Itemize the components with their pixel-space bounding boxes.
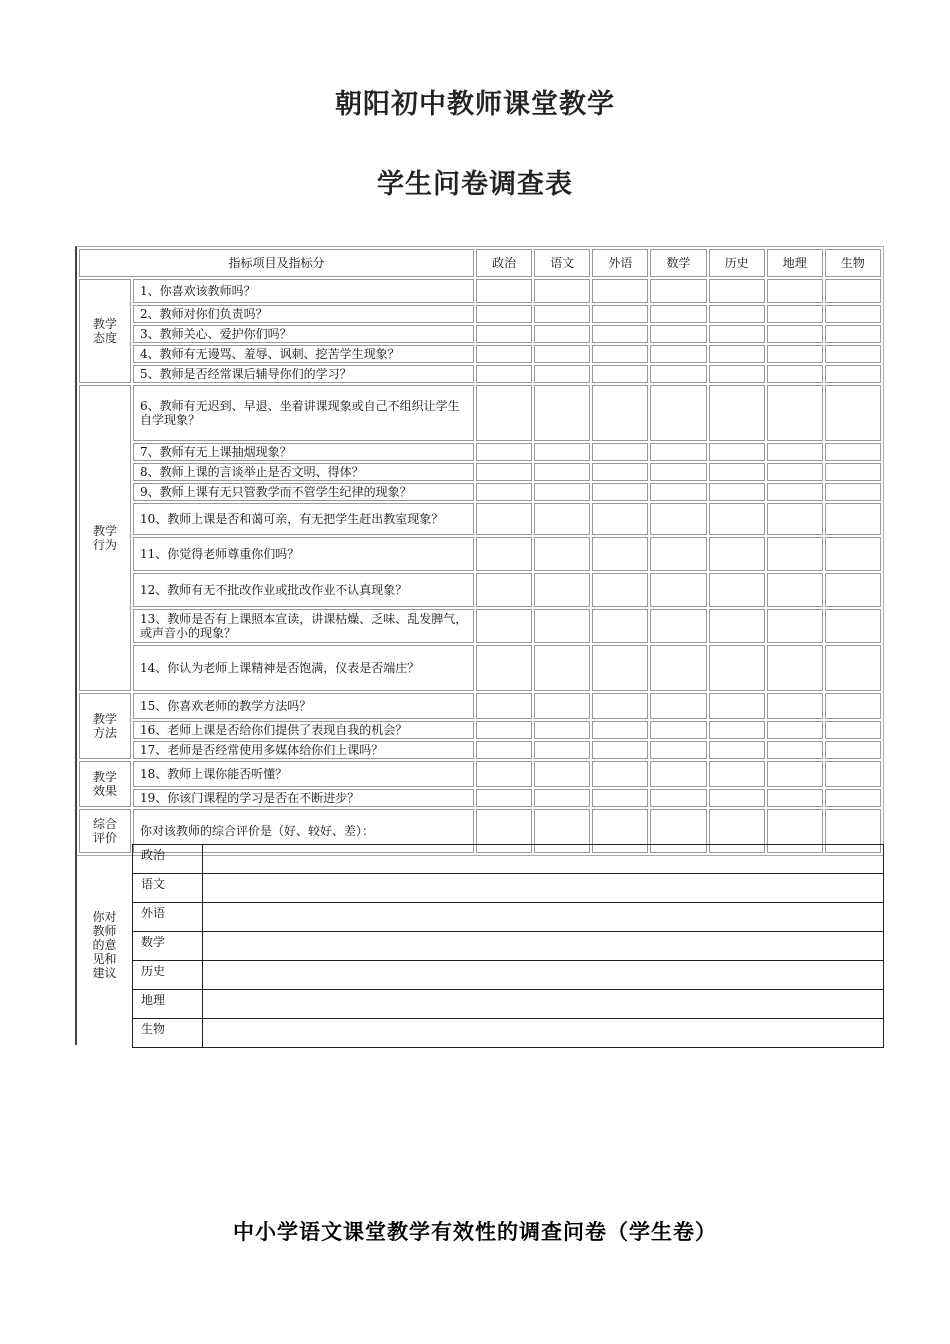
answer-cell[interactable] [825, 693, 881, 719]
answer-cell[interactable] [476, 573, 532, 607]
answer-cell[interactable] [767, 365, 823, 383]
answer-cell[interactable] [650, 761, 706, 787]
question-row [79, 325, 881, 343]
answer-cell[interactable] [709, 443, 765, 461]
answer-cell[interactable] [592, 721, 648, 739]
answer-cell[interactable] [650, 365, 706, 383]
answer-cell[interactable] [709, 385, 765, 441]
answer-cell[interactable] [650, 789, 706, 807]
answer-cell[interactable] [825, 345, 881, 363]
question-row [79, 345, 881, 363]
answer-cell[interactable] [767, 325, 823, 343]
answer-cell[interactable] [592, 385, 648, 441]
question-row [79, 741, 881, 759]
question-text: 16、老师上课是否给你们提供了表现自我的机会？ [133, 721, 474, 739]
answer-cell[interactable] [592, 537, 648, 571]
answer-cell[interactable] [534, 537, 590, 571]
question-text: 17、老师是否经常使用多媒体给你们上课吗？ [133, 741, 474, 759]
answer-cell[interactable] [592, 609, 648, 643]
answer-cell[interactable] [476, 503, 532, 535]
opinion-subject-label: 地理 [133, 990, 203, 1019]
answer-cell[interactable] [767, 693, 823, 719]
category-label [79, 693, 131, 759]
answer-cell[interactable] [592, 483, 648, 501]
opinion-table [132, 844, 884, 1048]
category-text: 教学效果 [92, 770, 117, 798]
answer-cell[interactable] [534, 385, 590, 441]
answer-cell[interactable] [709, 345, 765, 363]
answer-cell[interactable] [709, 741, 765, 759]
answer-cell[interactable] [650, 573, 706, 607]
answer-cell[interactable] [767, 463, 823, 481]
answer-cell[interactable] [767, 609, 823, 643]
answer-cell[interactable] [767, 279, 823, 303]
answer-cell[interactable] [767, 345, 823, 363]
question-text: 7、教师有无上课抽烟现象？ [133, 443, 474, 461]
answer-cell[interactable] [592, 463, 648, 481]
opinion-subject-label: 语文 [133, 874, 203, 903]
answer-cell[interactable] [709, 305, 765, 323]
opinion-category-label: 你对教师的意见和建议 [92, 909, 117, 980]
answer-cell[interactable] [709, 325, 765, 343]
answer-cell[interactable] [709, 503, 765, 535]
opinion-row [133, 990, 884, 1019]
answer-cell[interactable] [592, 693, 648, 719]
answer-cell[interactable] [476, 345, 532, 363]
answer-cell[interactable] [534, 721, 590, 739]
subject-header: 生物 [825, 249, 881, 277]
answer-cell[interactable] [825, 503, 881, 535]
opinion-row [133, 874, 884, 903]
question-text: 12、教师有无不批改作业或批改作业不认真现象？ [133, 573, 474, 607]
question-row [79, 279, 881, 303]
category-text: 教学行为 [92, 524, 117, 552]
answer-cell[interactable] [709, 645, 765, 691]
question-text: 2、教师对你们负责吗？ [133, 305, 474, 323]
answer-cell[interactable] [534, 443, 590, 461]
answer-cell[interactable] [534, 345, 590, 363]
answer-cell[interactable] [767, 761, 823, 787]
answer-cell[interactable] [534, 693, 590, 719]
answer-cell[interactable] [592, 325, 648, 343]
answer-cell[interactable] [767, 443, 823, 461]
answer-cell[interactable] [592, 443, 648, 461]
question-text: 19、你该门课程的学习是否在不断进步？ [133, 789, 474, 807]
answer-cell[interactable] [534, 741, 590, 759]
question-text: 18、教师上课你能否听懂？ [133, 761, 474, 787]
answer-cell[interactable] [592, 645, 648, 691]
answer-cell[interactable] [476, 463, 532, 481]
subject-header: 数学 [650, 249, 706, 277]
question-text: 3、教师关心、爱护你们吗？ [133, 325, 474, 343]
question-row [79, 483, 881, 501]
answer-cell[interactable] [825, 609, 881, 643]
opinion-subject-label: 数学 [133, 932, 203, 961]
question-text: 6、教师有无迟到、早退、坐着讲课现象或自己不组织让学生自学现象？ [133, 385, 474, 441]
category-label [79, 279, 131, 383]
opinion-field[interactable] [203, 990, 884, 1019]
question-row [79, 305, 881, 323]
answer-cell[interactable] [767, 305, 823, 323]
answer-cell[interactable] [592, 345, 648, 363]
answer-cell[interactable] [650, 305, 706, 323]
answer-cell[interactable] [592, 503, 648, 535]
answer-cell[interactable] [825, 483, 881, 501]
answer-cell[interactable] [709, 483, 765, 501]
answer-cell[interactable] [476, 365, 532, 383]
answer-cell[interactable] [825, 385, 881, 441]
subject-header: 历史 [709, 249, 765, 277]
answer-cell[interactable] [825, 279, 881, 303]
question-text: 15、你喜欢老师的教学方法吗？ [133, 693, 474, 719]
answer-cell[interactable] [650, 463, 706, 481]
answer-cell[interactable] [825, 761, 881, 787]
answer-cell[interactable] [476, 609, 532, 643]
answer-cell[interactable] [767, 789, 823, 807]
question-row [79, 385, 881, 441]
header-label: 指标项目及指标分 [79, 249, 474, 277]
answer-cell[interactable] [650, 443, 706, 461]
question-text: 8、教师上课的言谈举止是否文明、得体？ [133, 463, 474, 481]
answer-cell[interactable] [767, 573, 823, 607]
answer-cell[interactable] [534, 789, 590, 807]
answer-cell[interactable] [767, 721, 823, 739]
answer-cell[interactable] [534, 463, 590, 481]
answer-cell[interactable] [767, 537, 823, 571]
subject-header: 政治 [476, 249, 532, 277]
question-row [79, 721, 881, 739]
opinion-row [133, 1019, 884, 1048]
answer-cell[interactable] [476, 741, 532, 759]
answer-cell[interactable] [709, 537, 765, 571]
answer-cell[interactable] [592, 741, 648, 759]
answer-cell[interactable] [650, 537, 706, 571]
question-row [79, 609, 881, 643]
answer-cell[interactable] [709, 609, 765, 643]
answer-cell[interactable] [709, 693, 765, 719]
answer-cell[interactable] [825, 325, 881, 343]
category-text: 教学方法 [92, 712, 117, 740]
answer-cell[interactable] [709, 761, 765, 787]
answer-cell[interactable] [825, 645, 881, 691]
answer-cell[interactable] [650, 325, 706, 343]
answer-cell[interactable] [825, 365, 881, 383]
answer-cell[interactable] [476, 537, 532, 571]
opinion-field[interactable] [203, 874, 884, 903]
answer-cell[interactable] [534, 365, 590, 383]
answer-cell[interactable] [767, 483, 823, 501]
answer-cell[interactable] [709, 721, 765, 739]
question-text: 5、教师是否经常课后辅导你们的学习？ [133, 365, 474, 383]
answer-cell[interactable] [534, 305, 590, 323]
opinion-subject-label: 外语 [133, 903, 203, 932]
answer-cell[interactable] [650, 609, 706, 643]
opinion-category-cell [75, 844, 132, 1045]
answer-cell[interactable] [534, 645, 590, 691]
answer-cell[interactable] [709, 279, 765, 303]
answer-cell[interactable] [476, 693, 532, 719]
opinion-field[interactable] [203, 903, 884, 932]
answer-cell[interactable] [650, 483, 706, 501]
question-text: 你对该教师的综合评价是（好、较好、差）： [133, 809, 474, 853]
answer-cell[interactable] [476, 721, 532, 739]
answer-cell[interactable] [825, 573, 881, 607]
answer-cell[interactable] [592, 789, 648, 807]
opinion-row [133, 932, 884, 961]
answer-cell[interactable] [825, 741, 881, 759]
answer-cell[interactable] [476, 325, 532, 343]
answer-cell[interactable] [825, 537, 881, 571]
subject-header: 语文 [534, 249, 590, 277]
answer-cell[interactable] [476, 645, 532, 691]
opinion-field[interactable] [203, 1019, 884, 1048]
answer-cell[interactable] [592, 279, 648, 303]
answer-cell[interactable] [650, 741, 706, 759]
question-text: 13、教师是否有上课照本宣读，讲课枯燥、乏味、乱发脾气，或声音小的现象？ [133, 609, 474, 643]
answer-cell[interactable] [476, 761, 532, 787]
survey-table [75, 246, 884, 856]
answer-cell[interactable] [592, 573, 648, 607]
question-row [79, 761, 881, 787]
answer-cell[interactable] [476, 789, 532, 807]
question-row [79, 365, 881, 383]
question-row [79, 693, 881, 719]
subject-header: 地理 [767, 249, 823, 277]
answer-cell[interactable] [534, 609, 590, 643]
answer-cell[interactable] [767, 741, 823, 759]
answer-cell[interactable] [534, 573, 590, 607]
question-text: 14、你认为老师上课精神是否饱满，仪表是否端庄？ [133, 645, 474, 691]
answer-cell[interactable] [650, 503, 706, 535]
category-label [79, 761, 131, 807]
question-row [79, 645, 881, 691]
opinion-subject-label: 历史 [133, 961, 203, 990]
opinion-subject-label: 生物 [133, 1019, 203, 1048]
category-text: 教学态度 [92, 317, 117, 345]
answer-cell[interactable] [709, 463, 765, 481]
answer-cell[interactable] [650, 693, 706, 719]
answer-cell[interactable] [767, 503, 823, 535]
question-row [79, 463, 881, 481]
opinion-row [133, 845, 884, 874]
opinion-subject-label: 政治 [133, 845, 203, 874]
opinion-row [133, 903, 884, 932]
answer-cell[interactable] [825, 305, 881, 323]
answer-cell[interactable] [709, 365, 765, 383]
question-row [79, 503, 881, 535]
answer-cell[interactable] [592, 761, 648, 787]
answer-cell[interactable] [825, 463, 881, 481]
answer-cell[interactable] [476, 279, 532, 303]
answer-cell[interactable] [534, 279, 590, 303]
opinion-row [133, 961, 884, 990]
answer-cell[interactable] [534, 503, 590, 535]
answer-cell[interactable] [825, 789, 881, 807]
page-subtitle: 学生问卷调查表 [377, 169, 573, 200]
question-text: 1、你喜欢该教师吗？ [133, 279, 474, 303]
question-text: 10、教师上课是否和蔼可亲，有无把学生赶出教室现象？ [133, 503, 474, 535]
page-title: 朝阳初中教师课堂教学 [335, 89, 615, 120]
question-row [79, 443, 881, 461]
question-text: 11、你觉得老师尊重你们吗？ [133, 537, 474, 571]
answer-cell[interactable] [825, 721, 881, 739]
category-text: 综合评价 [92, 817, 117, 845]
answer-cell[interactable] [767, 385, 823, 441]
opinion-field[interactable] [203, 932, 884, 961]
answer-cell[interactable] [825, 443, 881, 461]
answer-cell[interactable] [592, 365, 648, 383]
question-row [79, 789, 881, 807]
answer-cell[interactable] [476, 443, 532, 461]
category-label [79, 385, 131, 691]
answer-cell[interactable] [709, 789, 765, 807]
question-row [79, 573, 881, 607]
answer-cell[interactable] [650, 721, 706, 739]
subject-header: 外语 [592, 249, 648, 277]
answer-cell[interactable] [534, 761, 590, 787]
answer-cell[interactable] [534, 325, 590, 343]
answer-cell[interactable] [650, 385, 706, 441]
answer-cell[interactable] [476, 305, 532, 323]
next-section-title: 中小学语文课堂教学有效性的调查问卷（学生卷） [233, 1220, 717, 1244]
header-row [79, 249, 881, 277]
question-text: 9、教师上课有无只管教学而不管学生纪律的现象？ [133, 483, 474, 501]
question-text: 4、教师有无谩骂、羞辱、讽刺、挖苦学生现象？ [133, 345, 474, 363]
answer-cell[interactable] [534, 483, 590, 501]
answer-cell[interactable] [476, 385, 532, 441]
opinion-field[interactable] [203, 845, 884, 874]
answer-cell[interactable] [650, 279, 706, 303]
answer-cell[interactable] [476, 483, 532, 501]
answer-cell[interactable] [592, 305, 648, 323]
answer-cell[interactable] [650, 645, 706, 691]
question-row [79, 537, 881, 571]
answer-cell[interactable] [650, 345, 706, 363]
opinion-field[interactable] [203, 961, 884, 990]
answer-cell[interactable] [767, 645, 823, 691]
answer-cell[interactable] [709, 573, 765, 607]
